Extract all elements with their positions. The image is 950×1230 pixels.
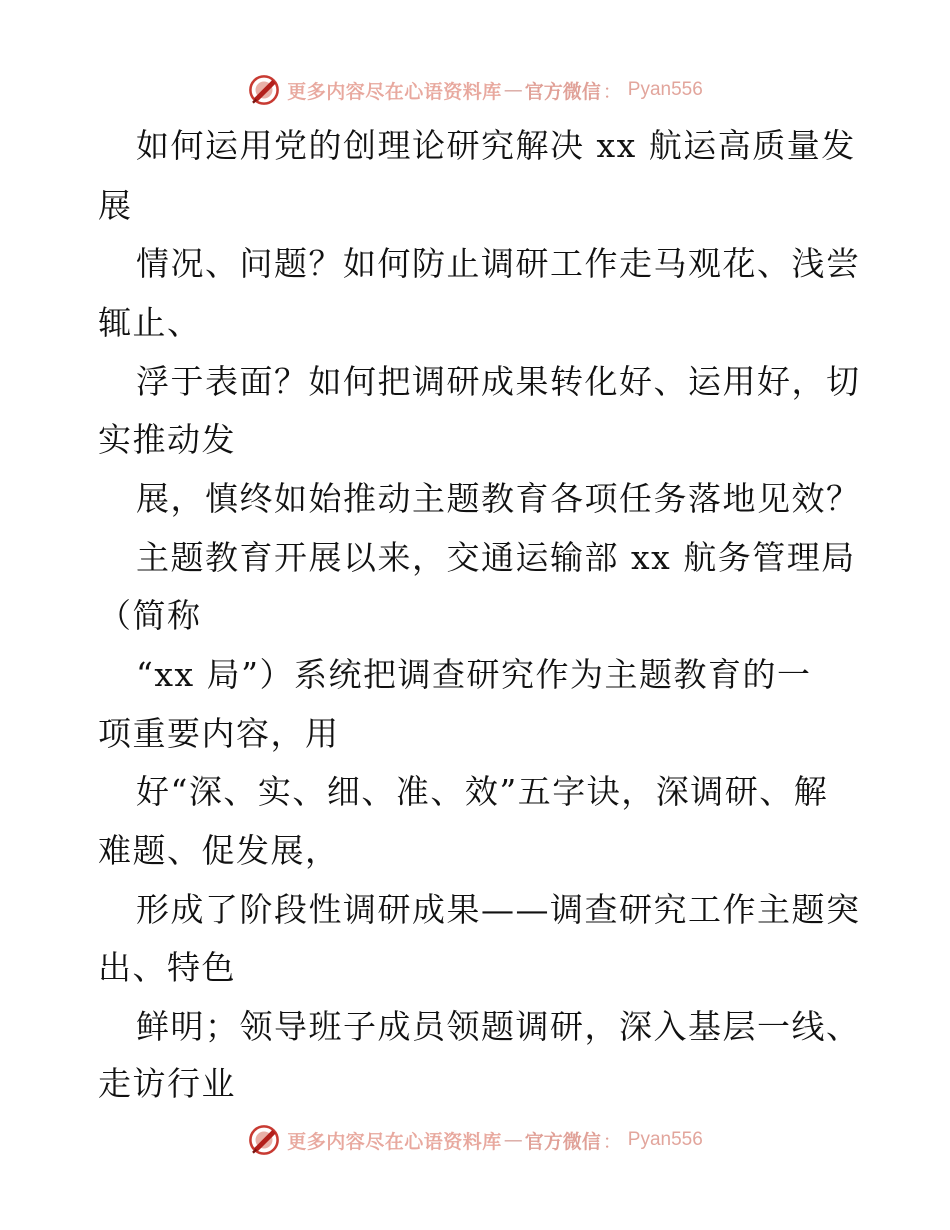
brush-logo-icon (247, 73, 281, 107)
text-line: 好“深、实、细、准、效”五字诀，深调研、解 (136, 772, 829, 811)
text-line: 走访行业 (98, 1064, 236, 1103)
text-line: 如何运用党的创理论研究解决 xx 航运高质量发 (136, 126, 856, 165)
watermark-dash: — (503, 79, 523, 101)
text-line: 主题教育开展以来，交通运输部 xx 航务管理局 (136, 538, 856, 577)
text-line: 项重要内容，用 (98, 714, 340, 753)
watermark-title: 更多内容尽在心语资料库 (287, 80, 502, 103)
watermark-official-label: 官方微信 (524, 1130, 601, 1153)
footer-watermark (0, 1120, 950, 1160)
text-line: 出、特色 (98, 948, 236, 987)
text-line: “xx 局”）系统把调查研究作为主题教育的一 (136, 655, 812, 694)
text-line: 鲜明；领导班子成员领题调研，深入基层一线、 (136, 1007, 861, 1046)
text-line: 展，慎终如始推动主题教育各项任务落地见效？ (136, 479, 861, 518)
watermark-title: 更多内容尽在心语资料库 (287, 1130, 502, 1153)
watermark-dash: — (503, 1129, 523, 1151)
text-line: 形成了阶段性调研成果——调查研究工作主题突 (136, 890, 861, 929)
text-line: 情况、问题？如何防止调研工作走马观花、浅尝 (136, 244, 861, 283)
text-line: 浮于表面？如何把调研成果转化好、运用好，切 (136, 362, 861, 401)
brush-logo-icon (247, 1123, 281, 1157)
watermark-separator: ： (602, 1130, 622, 1153)
watermark-separator: ： (602, 80, 622, 103)
watermark-wechat-id: Pyan556 (627, 79, 703, 100)
text-line: 辄止、 (98, 303, 202, 342)
text-line: 难题、促发展， (98, 831, 340, 870)
header-watermark (0, 70, 950, 110)
text-line: 展 (98, 186, 133, 225)
watermark-official-label: 官方微信 (524, 80, 601, 103)
text-line: 实推动发 (98, 420, 236, 459)
watermark-wechat-id: Pyan556 (627, 1129, 703, 1150)
text-line: （简称 (98, 596, 202, 635)
